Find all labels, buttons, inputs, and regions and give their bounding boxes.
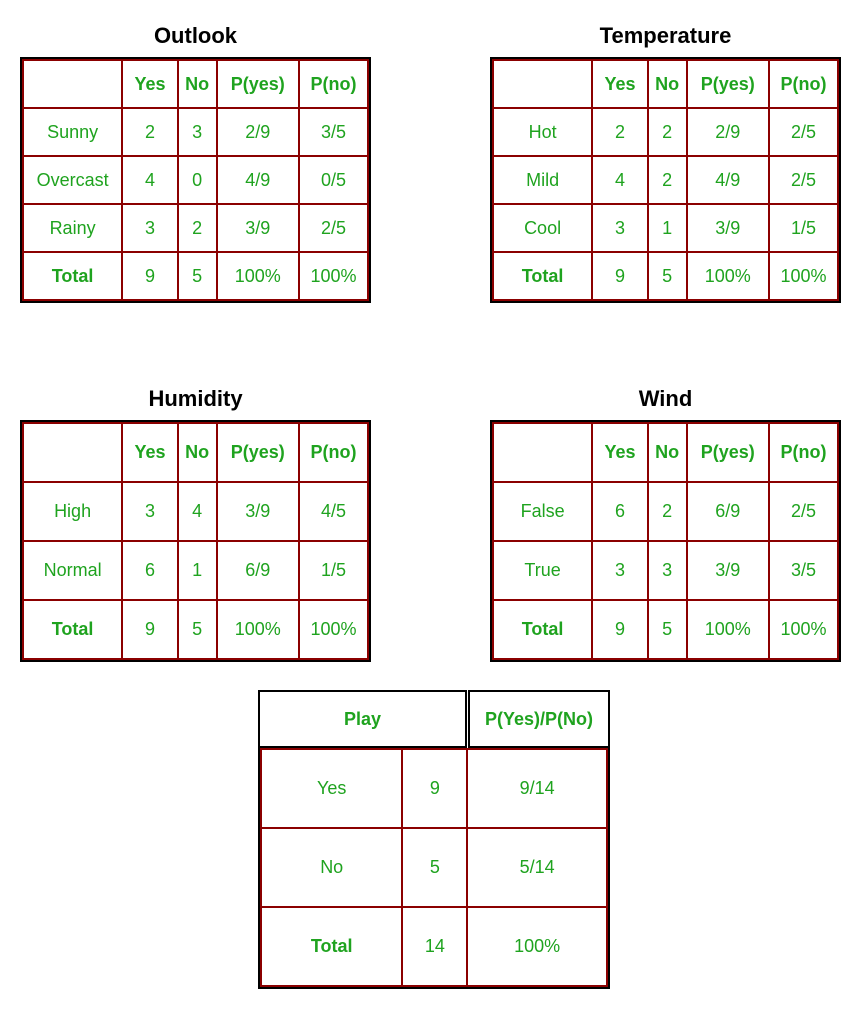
wind-table: [490, 420, 841, 662]
row-label-cell: Cool: [493, 204, 592, 252]
temperature-title: Temperature: [599, 23, 732, 48]
value-cell: 2: [648, 482, 687, 541]
table-row: [23, 600, 368, 659]
play-section: [258, 690, 610, 989]
table-row: [493, 156, 838, 204]
row-label-cell: Total: [23, 600, 122, 659]
value-cell: 2: [178, 204, 217, 252]
wind-title: Wind: [638, 386, 693, 411]
value-cell: 14: [402, 907, 467, 986]
value-cell: 3: [592, 541, 648, 600]
table-row: [493, 204, 838, 252]
value-cell: 9: [592, 252, 648, 300]
value-cell: 9/14: [467, 749, 607, 828]
value-cell: 0/5: [299, 156, 368, 204]
row-label-cell: No: [261, 828, 402, 907]
value-cell: 4: [122, 156, 178, 204]
humidity-section: [20, 384, 371, 662]
table-row: [261, 828, 607, 907]
value-cell: 5: [178, 252, 217, 300]
column-header-cell: No: [178, 423, 217, 482]
column-header-cell: No: [648, 60, 687, 108]
value-cell: 6/9: [217, 541, 299, 600]
value-cell: 6: [122, 541, 178, 600]
value-cell: 100%: [217, 600, 299, 659]
temperature-section: [490, 21, 841, 303]
value-cell: 3: [122, 204, 178, 252]
column-header-cell: Yes: [122, 423, 178, 482]
value-cell: 3: [648, 541, 687, 600]
value-cell: 100%: [687, 252, 769, 300]
value-cell: 3/5: [769, 541, 838, 600]
row-label-cell: Total: [493, 252, 592, 300]
value-cell: 9: [122, 252, 178, 300]
column-header-cell: P(no): [769, 423, 838, 482]
play-table: [258, 748, 610, 989]
row-label-cell: Total: [261, 907, 402, 986]
value-cell: 9: [402, 749, 467, 828]
table-row: [493, 252, 838, 300]
value-cell: 4/9: [217, 156, 299, 204]
value-cell: 2: [648, 156, 687, 204]
value-cell: 100%: [769, 252, 838, 300]
outlook-title: Outlook: [153, 23, 238, 48]
outlook-section: [20, 21, 371, 303]
row-label-cell: True: [493, 541, 592, 600]
column-header-cell: Yes: [122, 60, 178, 108]
column-header-cell: No: [648, 423, 687, 482]
value-cell: 3/9: [687, 204, 769, 252]
value-cell: 5: [648, 600, 687, 659]
column-header-cell: P(yes): [217, 60, 299, 108]
value-cell: 100%: [299, 600, 368, 659]
temperature-table: [490, 57, 841, 303]
column-header-cell: P(yes): [687, 60, 769, 108]
value-cell: 6: [592, 482, 648, 541]
value-cell: 3: [122, 482, 178, 541]
row-label-cell: Rainy: [23, 204, 122, 252]
row-label-cell: Overcast: [23, 156, 122, 204]
pyes-pno-header-cell: P(Yes)/P(No): [468, 690, 610, 748]
row-label-cell: Total: [23, 252, 122, 300]
value-cell: 1/5: [769, 204, 838, 252]
table-row: [493, 482, 838, 541]
column-header-cell: No: [178, 60, 217, 108]
value-cell: 3/5: [299, 108, 368, 156]
value-cell: 6/9: [687, 482, 769, 541]
value-cell: 3: [592, 204, 648, 252]
value-cell: 4: [592, 156, 648, 204]
empty-corner-cell: [493, 60, 592, 108]
empty-corner-cell: [23, 60, 122, 108]
table-row: [23, 108, 368, 156]
table-row: [23, 482, 368, 541]
column-header-cell: Yes: [592, 60, 648, 108]
value-cell: 100%: [299, 252, 368, 300]
column-header-cell: P(no): [769, 60, 838, 108]
row-label-cell: Sunny: [23, 108, 122, 156]
value-cell: 9: [592, 600, 648, 659]
row-label-cell: Yes: [261, 749, 402, 828]
value-cell: 2/5: [769, 108, 838, 156]
value-cell: 5: [402, 828, 467, 907]
table-row: [23, 252, 368, 300]
value-cell: 2/9: [687, 108, 769, 156]
value-cell: 2: [122, 108, 178, 156]
row-label-cell: Total: [493, 600, 592, 659]
row-label-cell: Mild: [493, 156, 592, 204]
value-cell: 3/9: [217, 482, 299, 541]
header-row: [23, 423, 368, 482]
value-cell: 4/5: [299, 482, 368, 541]
header-row: [493, 423, 838, 482]
value-cell: 2/9: [217, 108, 299, 156]
column-header-cell: Yes: [592, 423, 648, 482]
value-cell: 5: [178, 600, 217, 659]
table-row: [23, 541, 368, 600]
value-cell: 5: [648, 252, 687, 300]
row-label-cell: Normal: [23, 541, 122, 600]
value-cell: 2/5: [299, 204, 368, 252]
value-cell: 3/9: [217, 204, 299, 252]
header-row: [493, 60, 838, 108]
column-header-cell: P(no): [299, 423, 368, 482]
value-cell: 0: [178, 156, 217, 204]
table-row: [493, 541, 838, 600]
humidity-title: Humidity: [148, 386, 243, 411]
value-cell: 3/9: [687, 541, 769, 600]
value-cell: 4: [178, 482, 217, 541]
value-cell: 100%: [687, 600, 769, 659]
value-cell: 1/5: [299, 541, 368, 600]
value-cell: 100%: [769, 600, 838, 659]
value-cell: 2/5: [769, 482, 838, 541]
play-header-cell: Play: [258, 690, 467, 748]
table-row: [23, 204, 368, 252]
value-cell: 3: [178, 108, 217, 156]
empty-corner-cell: [493, 423, 592, 482]
value-cell: 2: [592, 108, 648, 156]
empty-corner-cell: [23, 423, 122, 482]
value-cell: 2: [648, 108, 687, 156]
table-row: [261, 907, 607, 986]
table-row: [493, 108, 838, 156]
column-header-cell: P(no): [299, 60, 368, 108]
value-cell: 1: [648, 204, 687, 252]
column-header-cell: P(yes): [687, 423, 769, 482]
value-cell: 2/5: [769, 156, 838, 204]
value-cell: 4/9: [687, 156, 769, 204]
table-row: [261, 749, 607, 828]
table-row: [493, 600, 838, 659]
value-cell: 1: [178, 541, 217, 600]
row-label-cell: High: [23, 482, 122, 541]
value-cell: 9: [122, 600, 178, 659]
wind-section: [490, 384, 841, 662]
table-row: [23, 156, 368, 204]
value-cell: 5/14: [467, 828, 607, 907]
header-row: [23, 60, 368, 108]
humidity-table: [20, 420, 371, 662]
value-cell: 100%: [467, 907, 607, 986]
row-label-cell: False: [493, 482, 592, 541]
outlook-table: [20, 57, 371, 303]
value-cell: 100%: [217, 252, 299, 300]
play-table-header: [258, 690, 610, 748]
row-label-cell: Hot: [493, 108, 592, 156]
column-header-cell: P(yes): [217, 423, 299, 482]
